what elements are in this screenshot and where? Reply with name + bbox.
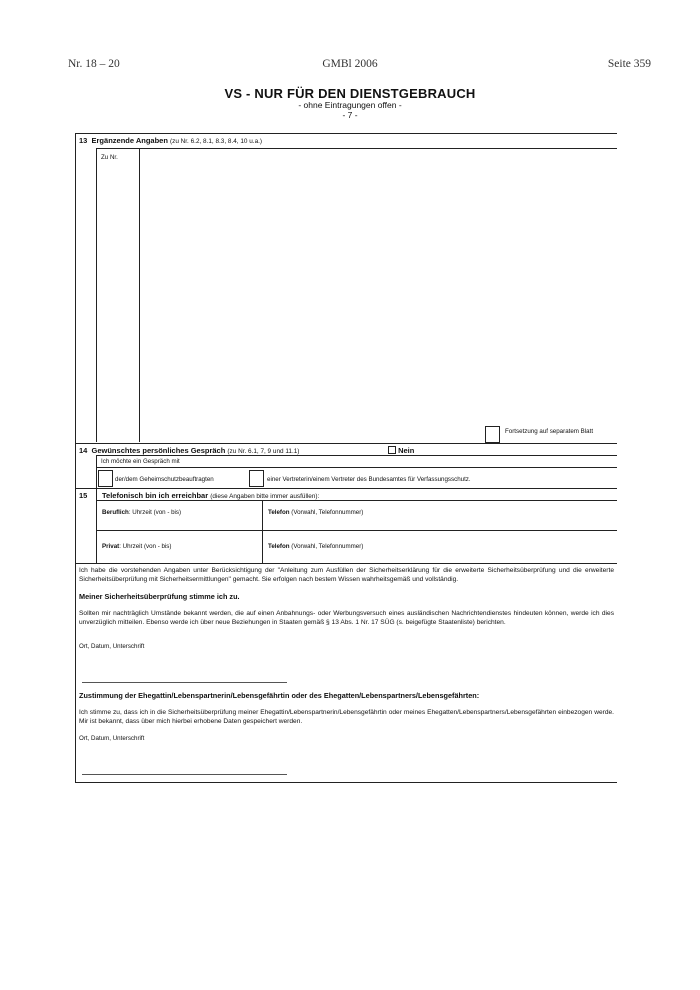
private-label: Privat xyxy=(102,543,120,550)
section-15-heading xyxy=(102,491,319,500)
verfassungsschutz-label: einer Vertreterin/einem Vertreter des Bundesamtes für Verfassungsschutz. xyxy=(267,476,471,483)
declaration-text: Ich habe die vorstehenden Angaben unter Berücksichtigung der "Anleitung zum Ausfüllen der Sicherheitserklärung für die erweiterte Sicherheitsüberprüfung und die erweiterte Sicherheitsüberprüfung mit Sicherheitsermittlungen" gemacht. Sie erfolgen nach bestem Wissen wahrheitsgemäß und vollständig. xyxy=(79,567,614,584)
frame-bottom xyxy=(75,782,617,783)
frame-left xyxy=(75,133,76,783)
section-13-number: 13 xyxy=(79,136,88,145)
section-15-mid-rule xyxy=(96,530,617,531)
section-14-note: (zu Nr. 6.1, 7, 9 und 11.1) xyxy=(227,448,300,455)
private-phone-label xyxy=(268,543,363,550)
work-phone-title: Telefon xyxy=(268,509,290,516)
spouse-consent-text: Ich stimme zu, dass ich in die Sicherheitsüberprüfung meiner Ehegattin/Lebenspartnerin/Lebensgefährtin oder meines Ehegatten/Lebenspartners/Lebensgefährten einbezogen werde. Mir ist bekannt, dass über mich hierbei erhobene Daten gespeichert werden. xyxy=(79,709,614,726)
section-13-title: Ergänzende Angaben xyxy=(91,136,168,145)
consent-heading: Meiner Sicherheitsüberprüfung stimme ich zu. xyxy=(79,592,240,601)
work-time-label xyxy=(102,509,181,516)
section-14-title: Gewünschtes persönliches Gespräch xyxy=(91,446,226,455)
publication-name: GMBl 2006 xyxy=(322,58,378,70)
work-label: Beruflich xyxy=(102,509,129,516)
section-13-note: (zu Nr. 6.2, 8.1, 8.3, 8.4, 10 u.a.) xyxy=(170,138,263,145)
section-14-col-left xyxy=(96,455,97,489)
classification-subtitle: - ohne Eintragungen offen - xyxy=(298,100,402,110)
classification-title: VS - NUR FÜR DEN DIENSTGEBRAUCH xyxy=(224,86,476,101)
work-time-hint: : Uhrzeit (von - bis) xyxy=(128,509,182,516)
private-time-label xyxy=(102,543,171,550)
section-14-inner-rule xyxy=(96,455,617,456)
section-15-number: 15 xyxy=(79,491,88,500)
frame-top xyxy=(75,133,617,134)
page-number: Seite 359 xyxy=(607,58,651,70)
section-14-options-rule xyxy=(96,467,617,468)
form-page-number: - 7 - xyxy=(342,110,358,120)
nein-checkbox[interactable] xyxy=(388,446,396,454)
section-15-bottom-rule xyxy=(75,563,617,564)
zu-nr-label: Zu Nr. xyxy=(101,154,118,161)
section-14-top-rule xyxy=(75,443,617,444)
section-15-col-divider xyxy=(262,500,263,564)
continuation-label: Fortsetzung auf separatem Blatt xyxy=(505,428,594,435)
continuation-checkbox[interactable] xyxy=(485,426,500,443)
section-13-heading xyxy=(79,136,262,145)
private-phone-hint: (Vorwahl, Telefonnummer) xyxy=(289,543,364,550)
section-15-title: Telefonisch bin ich erreichbar xyxy=(102,491,209,500)
gespraech-intro: Ich möchte ein Gespräch mit xyxy=(101,458,180,465)
private-time-hint: : Uhrzeit (von - bis) xyxy=(119,543,172,550)
section-15-note: (diese Angaben bitte immer ausfüllen): xyxy=(210,493,320,500)
section-14-heading xyxy=(79,446,299,455)
section-15-inner-rule xyxy=(96,500,617,501)
obligation-text: Sollten mir nachträglich Umstände bekannt werden, die auf einen Anbahnungs- oder Werbungsversuch eines ausländischen Nachrichtendienstes hindeuten können, werde ich dies unverzüglich mitteilen. Ebenso werde ich über neue Beziehungen in Staaten gemäß § 13 Abs. 1 Nr. 17 SÜG (s. beigefügte Staatenliste) berichten. xyxy=(79,610,614,627)
geheimschutz-label: der/dem Geheimschutzbeauftragten xyxy=(115,476,214,483)
section-13-col-left xyxy=(96,148,97,442)
signature-label-applicant: Ort, Datum, Unterschrift xyxy=(79,643,145,650)
nein-option[interactable] xyxy=(388,446,414,455)
geheimschutz-checkbox[interactable] xyxy=(98,470,113,487)
spouse-consent-heading: Zustimmung der Ehegattin/Lebenspartnerin/Lebensgefährtin oder des Ehegatten/Lebenspartners/Lebensgefährten: xyxy=(79,691,480,700)
section-15-top-rule xyxy=(75,488,617,489)
private-phone-title: Telefon xyxy=(268,543,290,550)
section-13-text-area[interactable] xyxy=(140,149,616,415)
signature-line-applicant[interactable] xyxy=(82,682,287,683)
verfassungsschutz-checkbox[interactable] xyxy=(249,470,264,487)
issue-number: Nr. 18 – 20 xyxy=(68,58,120,70)
section-14-number: 14 xyxy=(79,446,88,455)
work-phone-label xyxy=(268,509,363,516)
work-phone-hint: (Vorwahl, Telefonnummer) xyxy=(289,509,364,516)
signature-label-spouse: Ort, Datum, Unterschrift xyxy=(79,735,145,742)
signature-line-spouse[interactable] xyxy=(82,774,287,775)
nein-label: Nein xyxy=(398,446,415,455)
